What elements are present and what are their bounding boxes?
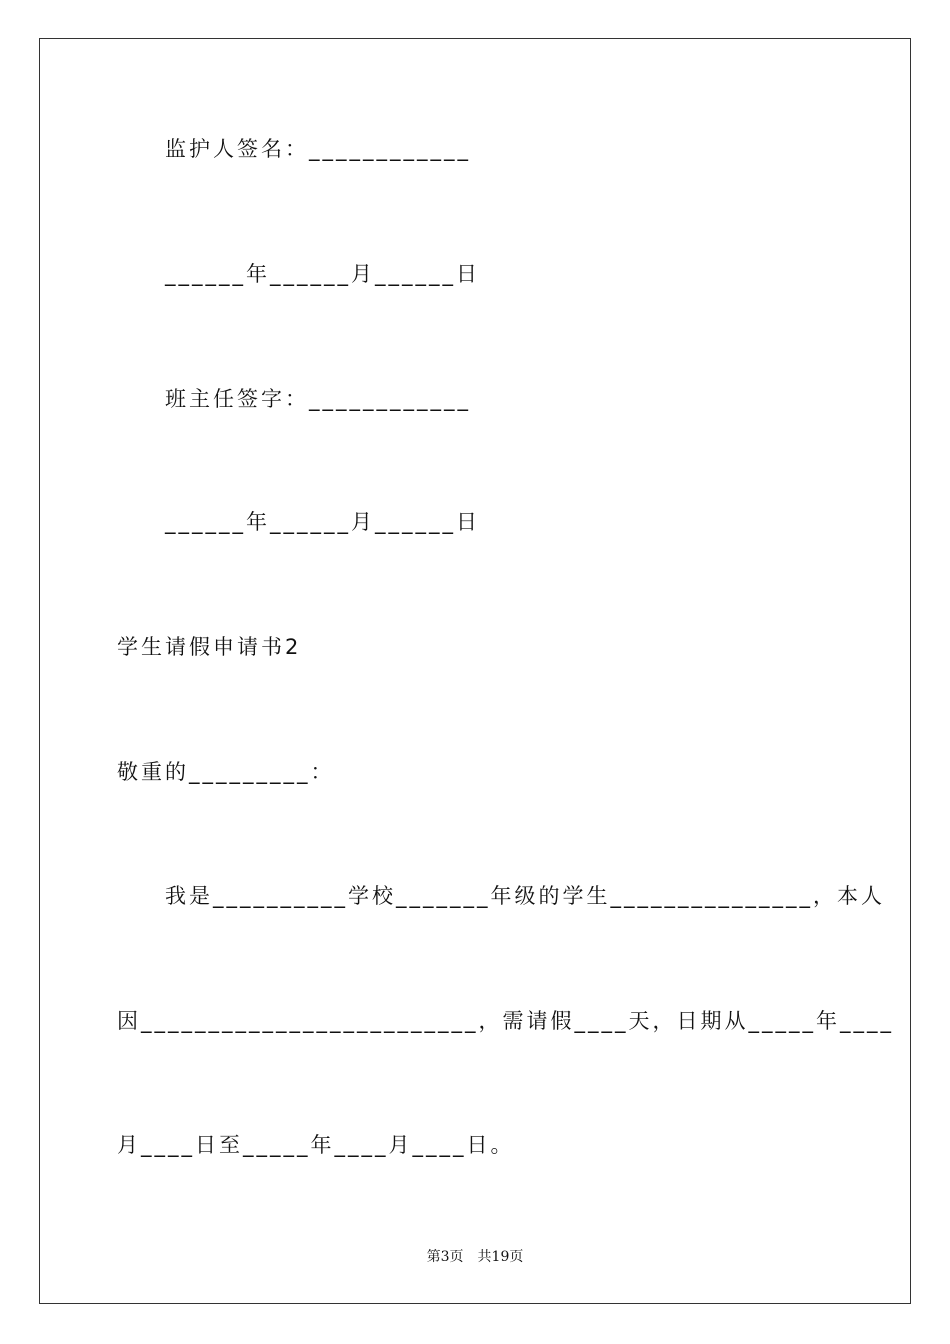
guardian-signature-line: 监护人签名：____________: [165, 137, 471, 161]
page-number-footer: 第3页 共19页: [426, 1249, 524, 1265]
body-line-2: 因_________________________，需请假____天，日期从_____年____: [117, 1009, 894, 1033]
body-line-1: 我是__________学校_______年级的学生_______________，本人: [165, 884, 885, 908]
guardian-date-line: ______年______月______日: [165, 262, 480, 286]
teacher-signature-line: 班主任签字：____________: [165, 387, 471, 411]
salutation-line: 敬重的_________：: [117, 760, 335, 784]
body-line-3: 月____日至_____年____月____日。: [117, 1133, 515, 1157]
page-border: [39, 38, 911, 1304]
teacher-date-line: ______年______月______日: [165, 510, 480, 534]
section-heading: 学生请假申请书2: [117, 635, 302, 659]
